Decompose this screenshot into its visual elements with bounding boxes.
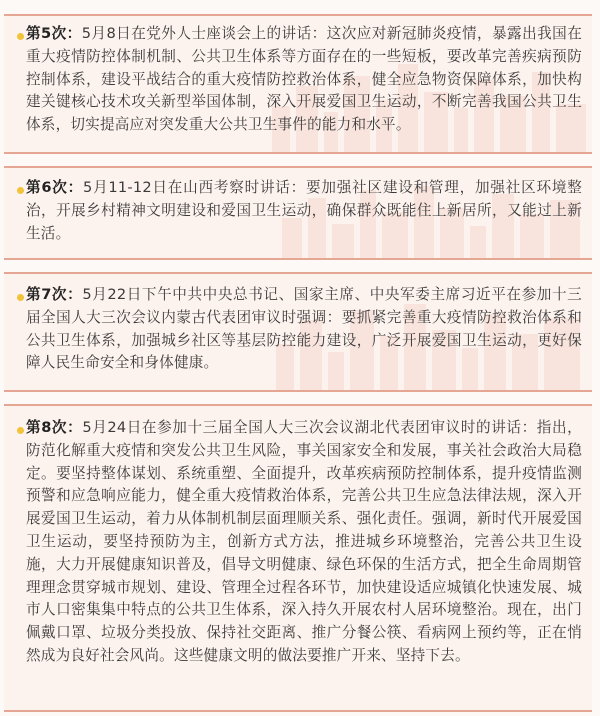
entry-label: 第7次： — [26, 286, 83, 303]
entry-label: 第5次： — [26, 25, 82, 42]
entry-body: 5月22日下午中共中央总书记、国家主席、中央军委主席习近平在参加十三届全国人大三次会议内蒙古代表团审议时强调：要抓紧完善重大疫情防控救治体系和公共卫生体系，加强城乡社区等基层防控能力建设，广泛开展爱国卫生运动，更好保障人民生命安全和身体健康。 — [26, 286, 582, 372]
entry-card-8 — [4, 404, 592, 710]
bullet-dot-icon — [17, 427, 24, 434]
bullet-dot-icon — [17, 33, 24, 40]
entry-text — [26, 177, 582, 245]
entry-card-5 — [4, 14, 592, 152]
entry-text — [26, 23, 582, 137]
entry-body: 5月8日在党外人士座谈会上的讲话：这次应对新冠肺炎疫情，暴露出我国在重大疫情防控体制机制、公共卫生体系等方面存在的一些短板，要改革完善疾病预防控制体系，建设平战结合的重大疫情防控救治体系，健全应急物资保障体系，加快构建关键核心技术攻关新型举国体制，深入开展爱国卫生运动，不断完善我国公共卫生体系，切实提高应对突发重大公共卫生事件的能力和水平。 — [26, 25, 582, 134]
entry-label: 第8次： — [26, 419, 83, 436]
divider — [4, 710, 592, 712]
entry-card-6 — [4, 166, 592, 258]
entry-text — [26, 417, 582, 668]
entry-label: 第6次： — [26, 179, 84, 196]
bullet-dot-icon — [17, 187, 24, 194]
entry-card-7 — [4, 272, 592, 390]
entry-body: 5月11-12日在山西考察时讲话：要加强社区建设和管理，加强社区环境整治，开展乡村精神文明建设和爱国卫生运动，确保群众既能住上新居所，又能过上新生活。 — [26, 179, 582, 242]
entry-text — [26, 284, 582, 375]
bullet-dot-icon — [17, 294, 24, 301]
divider — [4, 258, 592, 260]
divider — [4, 152, 592, 154]
entry-body: 5月24日在参加十三届全国人大三次会议湖北代表团审议时的讲话：指出，防范化解重大疫情和突发公共卫生风险，事关国家安全和发展，事关社会政治大局稳定。要坚持整体谋划、系统重塑、全面提升，改革疾病预防控制体系，提升疫情监测预警和应急响应能力，健全重大疫情救治体系，完善公共卫生应急法律法规，深入开展爱国卫生运动，着力从体制机制层面理顺关系、强化责任。强调，新时代开展爱国卫生运动，要坚持预防为主，创新方式方法，推进城乡环境整治，完善公共卫生设施，大力开展健康知识普及，倡导文明健康、绿色环保的生活方式，把全生命周期管理理念贯穿城市规划、建设、管理全过程各环节，加快建设适应城镇化快速发展、城市人口密集集中特点的公共卫生体系，深入持久开展农村人居环境整治。现在，出门佩戴口罩、垃圾分类投放、保持社交距离、推广分餐公筷、看病网上预约等，正在悄然成为良好社会风尚。这些健康文明的做法要推广开来、坚持下去。 — [26, 419, 582, 664]
divider — [4, 390, 592, 392]
